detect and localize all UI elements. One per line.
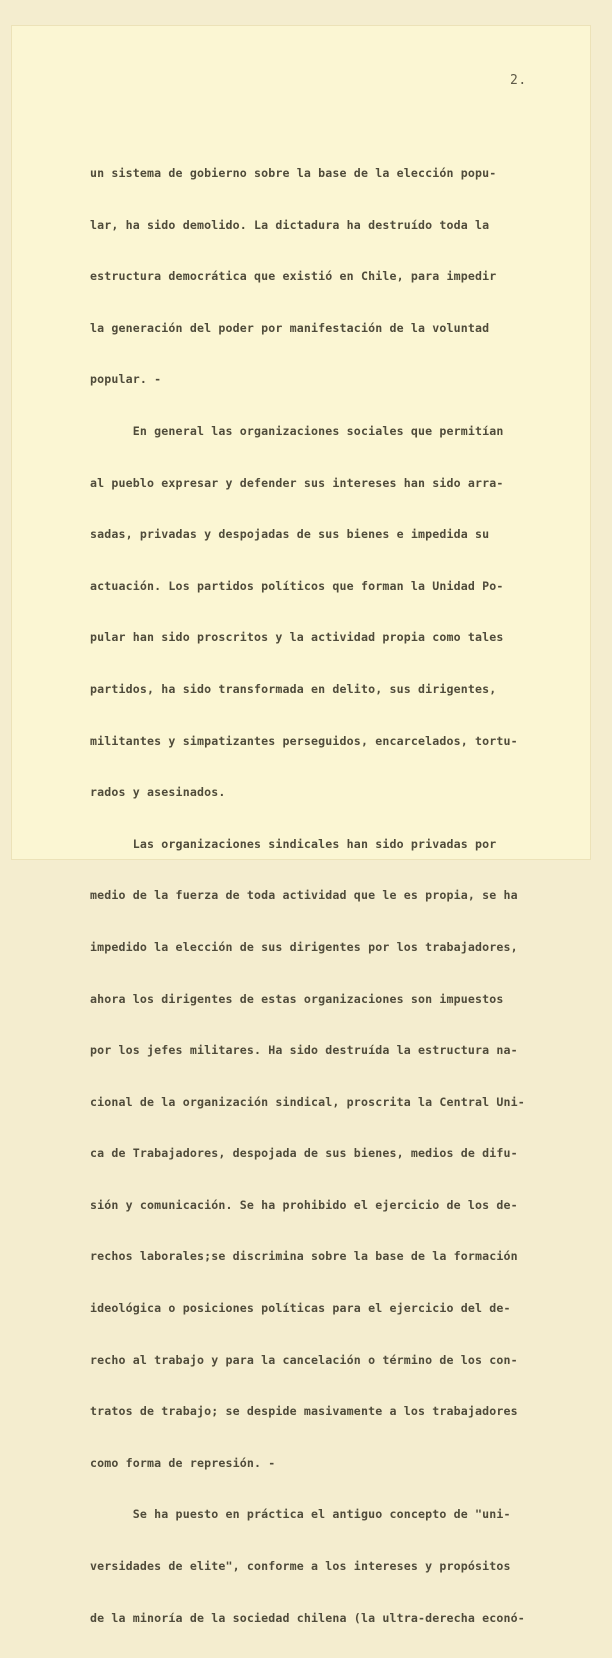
text-line: ideológica o posiciones políticas para el ejercicio del de- [90, 1301, 511, 1316]
text-line: partidos, ha sido transformada en delito, sus dirigentes, [90, 681, 497, 696]
text-line: pular han sido proscritos y la actividad propia como tales [90, 630, 504, 645]
text-line: de la minoría de la sociedad chilena (la ultra-derecha econó- [90, 1610, 525, 1625]
text-line: En general las organizaciones sociales que permitían [90, 423, 504, 438]
text-line: Las organizaciones sindicales han sido privadas por [90, 836, 497, 851]
text-line: Se ha puesto en práctica el antiguo concepto de "uni- [90, 1507, 511, 1522]
text-line: sión y comunicación. Se ha prohibido el ejercicio de los de- [90, 1197, 518, 1212]
text-line: lar, ha sido demolido. La dictadura ha destruído toda la [90, 217, 490, 232]
text-line: la generación del poder por manifestación de la voluntad [90, 320, 490, 335]
text-line: un sistema de gobierno sobre la base de la elección popu- [90, 166, 497, 180]
text-line: por los jefes militares. Ha sido destruída la estructura na- [90, 1043, 518, 1058]
text-line: tratos de trabajo; se despide masivamente a los trabajadores [90, 1404, 518, 1419]
text-line: ca de Trabajadores, despojada de sus bienes, medios de difu- [90, 1146, 518, 1161]
text-line: recho al trabajo y para la cancelación o término de los con- [90, 1352, 518, 1367]
text-line: ahora los dirigentes de estas organizaciones son impuestos [90, 991, 504, 1006]
text-line: estructura democrática que existió en Chile, para impedir [90, 269, 497, 284]
document-page [12, 26, 590, 1625]
body-text [90, 134, 542, 1658]
text-line: militantes y simpatizantes perseguidos, encarcelados, tortu- [90, 733, 518, 748]
text-line: rados y asesinados. [90, 785, 226, 800]
text-line: versidades de elite", conforme a los intereses y propósitos [90, 1559, 511, 1574]
text-line: actuación. Los partidos políticos que forman la Unidad Po- [90, 578, 504, 593]
page-number: 2. [510, 73, 527, 88]
text-line: como forma de represión. - [90, 1455, 276, 1470]
text-line: rechos laborales;se discrimina sobre la base de la formación [90, 1249, 518, 1264]
text-line: cional de la organización sindical, proscrita la Central Uni- [90, 1094, 525, 1109]
text-line: popular. - [90, 372, 162, 387]
text-line: al pueblo expresar y defender sus intereses han sido arra- [90, 475, 504, 490]
text-line: impedido la elección de sus dirigentes por los trabajadores, [90, 939, 518, 954]
text-line: sadas, privadas y despojadas de sus bienes e impedida su [90, 527, 490, 542]
text-line: medio de la fuerza de toda actividad que le es propia, se ha [90, 888, 518, 903]
